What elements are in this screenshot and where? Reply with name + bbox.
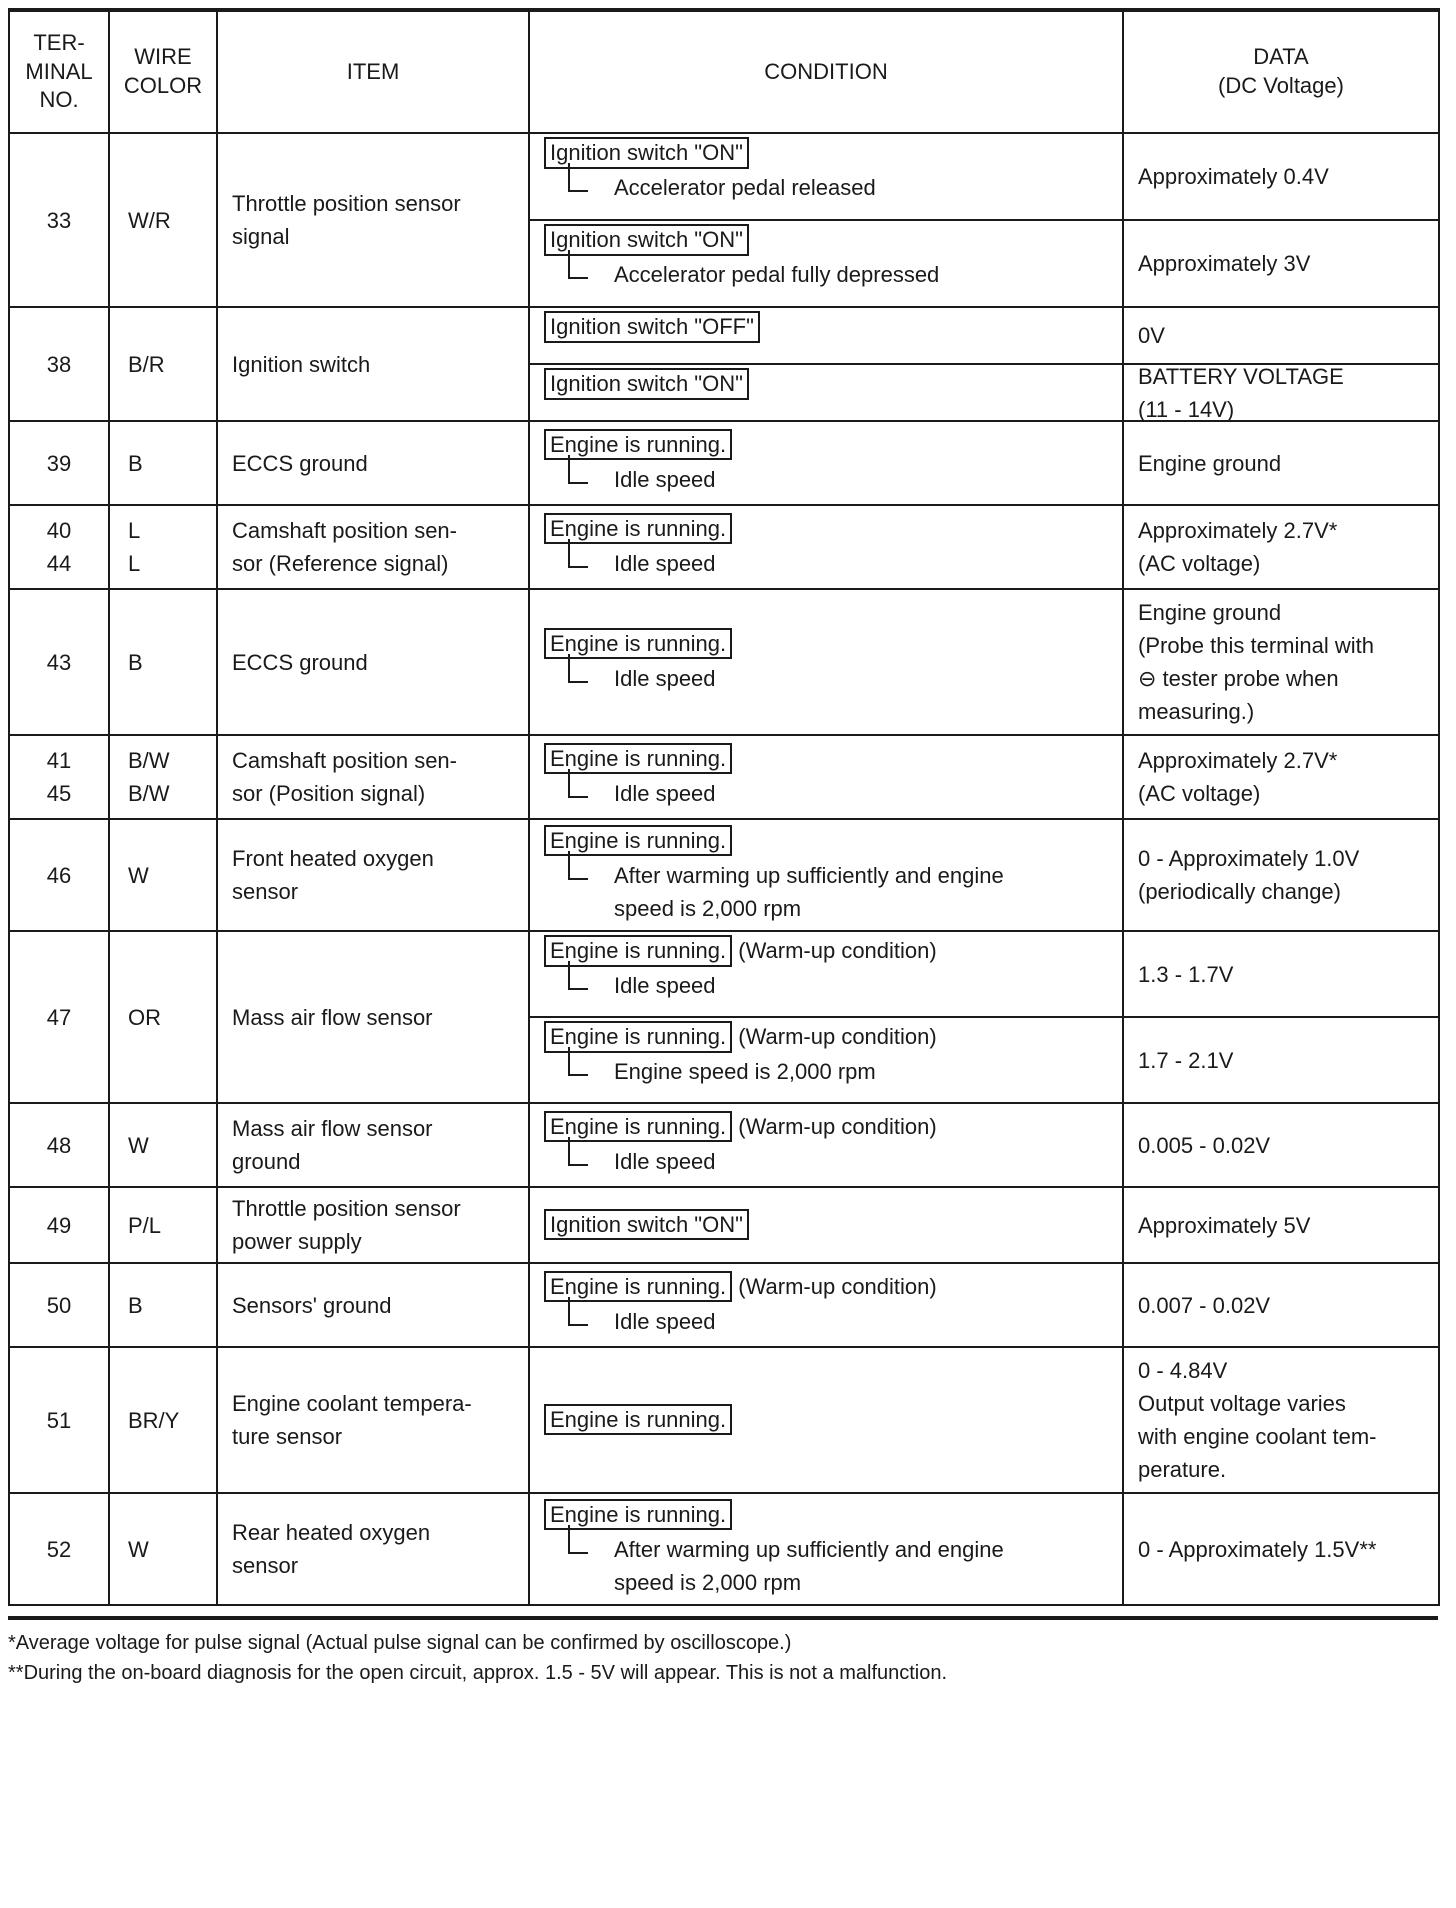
data bbox=[1123, 1103, 1439, 1187]
condition-note: (Warm-up condition) bbox=[738, 1273, 937, 1299]
data-value: 0 - 4.84V Output voltage varies with engine coolant tem- perature. bbox=[1138, 1358, 1377, 1482]
condition-block bbox=[530, 363, 1122, 420]
header-terminal-no: TER- MINAL NO. bbox=[9, 10, 109, 133]
header-row bbox=[9, 10, 1439, 133]
condition-main: Engine is running. bbox=[544, 628, 732, 660]
table-body bbox=[9, 133, 1439, 1605]
wire-color: B/R bbox=[109, 307, 217, 421]
condition-sub: Idle speed bbox=[544, 547, 1116, 581]
condition bbox=[529, 1187, 1123, 1263]
data bbox=[1123, 1187, 1439, 1263]
condition-block bbox=[530, 426, 1122, 501]
item: ECCS ground bbox=[217, 421, 529, 505]
terminal-table bbox=[8, 8, 1440, 1606]
condition-sub: Accelerator pedal released bbox=[544, 171, 1116, 205]
condition-line bbox=[544, 1208, 1116, 1241]
condition-line bbox=[544, 1270, 1116, 1303]
data bbox=[1123, 307, 1439, 421]
condition-main: Engine is running. bbox=[544, 513, 732, 545]
table-row bbox=[9, 931, 1439, 1103]
table-row bbox=[9, 819, 1439, 931]
condition-sub: Engine speed is 2,000 rpm bbox=[544, 1055, 1116, 1089]
item: Camshaft position sen- sor (Reference signal) bbox=[217, 505, 529, 589]
item: Mass air flow sensor bbox=[217, 931, 529, 1103]
condition-note: (Warm-up condition) bbox=[738, 938, 937, 963]
data-value: Approximately 2.7V* (AC voltage) bbox=[1138, 518, 1338, 576]
condition-line bbox=[544, 428, 1116, 461]
data-value: 0V bbox=[1138, 323, 1165, 348]
condition bbox=[529, 505, 1123, 589]
wire-color: W/R bbox=[109, 133, 217, 307]
item: Camshaft position sen- sor (Position signal) bbox=[217, 735, 529, 819]
condition-main: Ignition switch "ON" bbox=[544, 1209, 749, 1241]
condition-main: Engine is running. bbox=[544, 429, 732, 461]
condition-line bbox=[544, 1110, 1116, 1143]
condition bbox=[529, 1493, 1123, 1605]
wire-color: B bbox=[109, 1263, 217, 1347]
condition-sub: After warming up sufficiently and engine speed is 2,000 rpm bbox=[544, 1533, 1116, 1599]
item: ECCS ground bbox=[217, 589, 529, 735]
condition-line bbox=[544, 1498, 1116, 1531]
condition-main: Engine is running. bbox=[544, 935, 732, 967]
item: Mass air flow sensor ground bbox=[217, 1103, 529, 1187]
condition bbox=[529, 735, 1123, 819]
wire-color: W bbox=[109, 1493, 217, 1605]
data bbox=[1123, 1263, 1439, 1347]
terminal-data-sheet bbox=[8, 8, 1438, 1688]
condition-sub: Idle speed bbox=[544, 969, 1116, 1003]
data-value: Approximately 5V bbox=[1138, 1212, 1311, 1238]
condition-line bbox=[544, 824, 1116, 857]
condition-line bbox=[544, 742, 1116, 775]
terminal-no: 48 bbox=[9, 1103, 109, 1187]
condition-note: (Warm-up condition) bbox=[738, 1113, 937, 1139]
condition-block bbox=[530, 1268, 1122, 1343]
condition-block bbox=[530, 822, 1122, 929]
condition-main: Ignition switch "ON" bbox=[544, 368, 749, 400]
data bbox=[1123, 133, 1439, 307]
terminal-no: 50 bbox=[9, 1263, 109, 1347]
condition-sub: Idle speed bbox=[544, 1145, 1116, 1179]
condition-block bbox=[530, 1206, 1122, 1245]
terminal-no: 51 bbox=[9, 1347, 109, 1493]
condition-sub: Idle speed bbox=[544, 662, 1116, 696]
terminal-no: 38 bbox=[9, 307, 109, 421]
condition bbox=[529, 133, 1123, 307]
condition-block bbox=[530, 625, 1122, 700]
condition-line bbox=[544, 627, 1116, 660]
data-value: 1.3 - 1.7V bbox=[1138, 961, 1234, 987]
wire-color: L L bbox=[109, 505, 217, 589]
condition bbox=[529, 1347, 1123, 1493]
condition-line bbox=[544, 136, 1116, 169]
condition-main: Engine is running. bbox=[544, 1499, 732, 1531]
table-row bbox=[9, 1347, 1439, 1493]
wire-color: W bbox=[109, 819, 217, 931]
condition-line bbox=[544, 1403, 1116, 1436]
wire-color: B bbox=[109, 589, 217, 735]
condition-line bbox=[544, 223, 1116, 256]
condition-sub: Accelerator pedal fully depressed bbox=[544, 258, 1116, 292]
condition-main: Engine is running. bbox=[544, 743, 732, 775]
footnote-single-asterisk: *Average voltage for pulse signal (Actual pulse signal can be confirmed by oscilloscope.) bbox=[8, 1632, 792, 1654]
data-value: Approximately 2.7V* (AC voltage) bbox=[1138, 748, 1338, 806]
data bbox=[1123, 931, 1439, 1103]
wire-color: B bbox=[109, 421, 217, 505]
condition-sub: Idle speed bbox=[544, 463, 1116, 497]
terminal-no: 47 bbox=[9, 931, 109, 1103]
condition-main: Engine is running. bbox=[544, 1404, 732, 1436]
terminal-no: 41 45 bbox=[9, 735, 109, 819]
condition-line bbox=[544, 367, 1116, 400]
data-value: 0 - Approximately 1.5V** bbox=[1138, 1536, 1377, 1562]
condition bbox=[529, 931, 1123, 1103]
data bbox=[1123, 589, 1439, 735]
item: Front heated oxygen sensor bbox=[217, 819, 529, 931]
data bbox=[1123, 421, 1439, 505]
terminal-no: 46 bbox=[9, 819, 109, 931]
table-row bbox=[9, 421, 1439, 505]
table-row bbox=[9, 589, 1439, 735]
wire-color: BR/Y bbox=[109, 1347, 217, 1493]
condition-line bbox=[544, 1020, 1116, 1053]
table-row bbox=[9, 1493, 1439, 1605]
condition-block bbox=[530, 1496, 1122, 1603]
table-row bbox=[9, 307, 1439, 421]
condition bbox=[529, 1263, 1123, 1347]
condition-sub: Idle speed bbox=[544, 1305, 1116, 1339]
condition-main: Engine is running. bbox=[544, 1271, 732, 1303]
data-value: 1.7 - 2.1V bbox=[1124, 1016, 1438, 1102]
terminal-no: 39 bbox=[9, 421, 109, 505]
item: Engine coolant tempera- ture sensor bbox=[217, 1347, 529, 1493]
condition-block bbox=[530, 308, 1122, 363]
terminal-no: 43 bbox=[9, 589, 109, 735]
condition bbox=[529, 421, 1123, 505]
data bbox=[1123, 505, 1439, 589]
item: Sensors' ground bbox=[217, 1263, 529, 1347]
condition-main: Ignition switch "OFF" bbox=[544, 311, 760, 343]
condition-block bbox=[530, 1108, 1122, 1183]
header-item: ITEM bbox=[217, 10, 529, 133]
table-row bbox=[9, 735, 1439, 819]
terminal-no: 33 bbox=[9, 133, 109, 307]
condition-line bbox=[544, 512, 1116, 545]
footnote-double-asterisk: **During the on-board diagnosis for the open circuit, approx. 1.5 - 5V will appear. This is not a malfunction. bbox=[8, 1662, 948, 1684]
condition-sub: After warming up sufficiently and engine speed is 2,000 rpm bbox=[544, 859, 1116, 925]
data bbox=[1123, 819, 1439, 931]
table-row bbox=[9, 505, 1439, 589]
item: Ignition switch bbox=[217, 307, 529, 421]
condition-main: Engine is running. bbox=[544, 1111, 732, 1143]
data-value: BATTERY VOLTAGE (11 - 14V) bbox=[1124, 363, 1438, 420]
condition-main: Engine is running. bbox=[544, 825, 732, 857]
terminal-no: 52 bbox=[9, 1493, 109, 1605]
footnotes bbox=[8, 1616, 1438, 1688]
data-value: Approximately 0.4V bbox=[1138, 164, 1329, 189]
data-value: 0.007 - 0.02V bbox=[1138, 1292, 1271, 1318]
header-data: DATA (DC Voltage) bbox=[1123, 10, 1439, 133]
condition-sub: Idle speed bbox=[544, 777, 1116, 811]
condition-block bbox=[530, 1016, 1122, 1102]
condition-block bbox=[530, 134, 1122, 219]
table-row bbox=[9, 1103, 1439, 1187]
condition-block bbox=[530, 219, 1122, 306]
condition bbox=[529, 589, 1123, 735]
terminal-no: 49 bbox=[9, 1187, 109, 1263]
wire-color: B/W B/W bbox=[109, 735, 217, 819]
data-value: Engine ground bbox=[1138, 450, 1282, 476]
header-condition: CONDITION bbox=[529, 10, 1123, 133]
condition-main: Ignition switch "ON" bbox=[544, 224, 749, 256]
item: Throttle position sensor power supply bbox=[217, 1187, 529, 1263]
wire-color: OR bbox=[109, 931, 217, 1103]
wire-color: P/L bbox=[109, 1187, 217, 1263]
condition-block bbox=[530, 932, 1122, 1016]
condition-block bbox=[530, 740, 1122, 815]
condition-main: Engine is running. bbox=[544, 1021, 732, 1053]
data-value: 0 - Approximately 1.0V (periodically change) bbox=[1138, 846, 1360, 904]
data-value: 0.005 - 0.02V bbox=[1138, 1132, 1271, 1158]
condition-line bbox=[544, 310, 1116, 343]
wire-color: W bbox=[109, 1103, 217, 1187]
data bbox=[1123, 1347, 1439, 1493]
header-wire-color: WIRE COLOR bbox=[109, 10, 217, 133]
data bbox=[1123, 735, 1439, 819]
condition bbox=[529, 307, 1123, 421]
condition-block bbox=[530, 510, 1122, 585]
table-row bbox=[9, 133, 1439, 307]
condition-line bbox=[544, 934, 1116, 967]
condition bbox=[529, 819, 1123, 931]
condition-block bbox=[530, 1401, 1122, 1440]
terminal-no: 40 44 bbox=[9, 505, 109, 589]
data bbox=[1123, 1493, 1439, 1605]
data-value: Engine ground (Probe this terminal with ⊖ tester probe when measuring.) bbox=[1138, 600, 1374, 724]
data-value: Approximately 3V bbox=[1124, 219, 1438, 306]
condition bbox=[529, 1103, 1123, 1187]
condition-main: Ignition switch "ON" bbox=[544, 137, 749, 169]
item: Throttle position sensor signal bbox=[217, 133, 529, 307]
table-row bbox=[9, 1187, 1439, 1263]
table-row bbox=[9, 1263, 1439, 1347]
item: Rear heated oxygen sensor bbox=[217, 1493, 529, 1605]
condition-note: (Warm-up condition) bbox=[738, 1024, 937, 1049]
